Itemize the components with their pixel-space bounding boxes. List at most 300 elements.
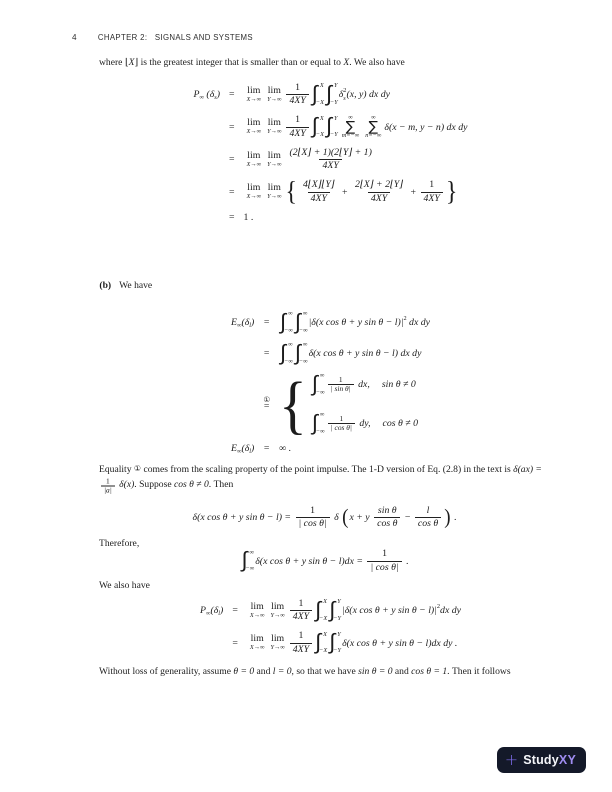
math-mi: X (343, 57, 350, 68)
math-mr: ⌋ is the greatest integer that is smaller than or equal to (134, 57, 344, 68)
math-limsub: X→∞ (249, 611, 265, 619)
logo-text (523, 751, 576, 769)
math-mi: 4XY (289, 127, 306, 139)
math-mi: δ(x cos θ + y sin θ − l)dx = (255, 555, 366, 567)
math-mi: P (199, 605, 206, 617)
math-fden (308, 192, 330, 205)
math-fnum (336, 376, 346, 385)
math-fnum (375, 505, 400, 517)
math-mi: 4XY (370, 192, 388, 204)
math-mi: 4XY (292, 611, 310, 623)
math-msb: ∞ (205, 610, 211, 618)
math-sg: ∑ (345, 119, 356, 136)
math-ig: ∫ (329, 630, 336, 656)
math-mr: . (403, 555, 409, 567)
math-fden (328, 384, 354, 394)
math-cr (279, 443, 430, 454)
math-crow2 (311, 373, 418, 397)
math-isub: −∞ (315, 389, 325, 397)
math-msbw (231, 443, 241, 454)
math-mi: E (230, 317, 237, 329)
math-mlim (267, 118, 281, 136)
math-ilims (298, 310, 308, 335)
math-mi: δ (338, 89, 344, 101)
math-isub: −∞ (284, 327, 293, 335)
math-isub: −X (319, 647, 328, 655)
math-fden (368, 192, 390, 205)
math-mr: and (254, 665, 273, 677)
equation-align-grid (231, 311, 430, 454)
math-mi: (x, y) dx dy (346, 89, 390, 101)
math-mr: Without loss of generality, assume (99, 665, 234, 677)
math-mi: 4XY (292, 643, 310, 655)
math-cl (231, 443, 254, 454)
math-mr: 1 (298, 630, 304, 642)
math-mr: ∞ . (279, 442, 291, 454)
math-mi: dx dy (440, 605, 461, 617)
math-mbig: } (445, 177, 458, 208)
math-fnum (286, 147, 374, 159)
math-ig: ∫ (311, 371, 318, 397)
math-limtxt: lim (271, 600, 285, 612)
math-mi: cos θ ≠ 0 (382, 418, 419, 430)
math-fden (290, 643, 312, 656)
math-mr: 1 . (243, 211, 254, 223)
math-mi: δ (209, 89, 215, 101)
page-number: 4 (72, 33, 77, 42)
math-crel: = (232, 637, 238, 649)
math-msb: s (214, 94, 217, 102)
math-ilims (335, 599, 341, 622)
math-crel: = (228, 211, 235, 223)
math-limsub: X→∞ (246, 95, 262, 103)
math-mr: + (408, 186, 419, 198)
math-mi: | cos θ| (298, 518, 327, 530)
math-limsub: Y→∞ (270, 643, 285, 651)
math-mi: cos θ = 1 (411, 665, 448, 677)
math-fnum (103, 477, 113, 486)
math-mr: . (451, 512, 457, 524)
math-isup: Y (333, 114, 338, 122)
studyxy-logo-badge[interactable] (497, 747, 586, 773)
math-ig: ∫ (315, 597, 322, 623)
math-mr: 1 (106, 476, 110, 486)
math-mi: 4XY (289, 95, 306, 107)
math-isub: −∞ (315, 428, 325, 436)
math-sg: ∑ (368, 119, 379, 136)
math-mi: | cos θ| (370, 561, 399, 573)
math-isup: ∞ (302, 310, 308, 318)
math-mint (315, 631, 327, 655)
math-fden (328, 423, 355, 433)
math-mi: dx, (355, 379, 370, 391)
math-mi: E (230, 442, 237, 454)
math-mint (326, 83, 338, 107)
math-isup: X (319, 114, 324, 122)
math-mfrac (352, 179, 406, 204)
math-powsup: 2 (436, 603, 441, 611)
math-mr: 1 (295, 82, 301, 93)
math-ilims (335, 632, 341, 655)
math-ig: ∫ (315, 630, 322, 656)
math-mcrow (99, 505, 550, 530)
math-mfrac (296, 505, 330, 530)
math-ilims (321, 632, 327, 655)
math-mfrac (286, 82, 308, 107)
equation-align-grid (194, 82, 468, 223)
math-mr: 1 (298, 597, 304, 609)
math-isup: Y (333, 82, 338, 90)
math-powbase (342, 605, 437, 616)
math-fnum (379, 548, 390, 560)
math-cr (244, 82, 468, 107)
math-isup: ∞ (288, 310, 293, 318)
math-mlim (270, 602, 284, 620)
math-crel: = (228, 186, 235, 198)
math-mi: ) (251, 317, 255, 329)
math-cr (244, 147, 468, 172)
math-mr: comes from the scaling property of the point impulse. The 1-D version of Eq. (2.8) in the text is (141, 463, 514, 475)
math-mi: P (193, 89, 200, 101)
math-mlim (247, 183, 262, 201)
math-limsub: X→∞ (249, 643, 265, 651)
math-ig: ∫ (329, 597, 336, 623)
math-fden (286, 94, 308, 107)
math-mlim (247, 118, 262, 136)
math-ilims (286, 342, 293, 365)
math-sssup: 2 (343, 87, 347, 95)
math-mr: 1 (295, 114, 301, 126)
math-isub: −Y (333, 614, 342, 622)
math-isup: Y (337, 630, 341, 638)
math-mfrac (328, 376, 354, 394)
math-isup: X (323, 598, 328, 606)
math-mi: |δ(x cos θ + y sin θ − l)| (308, 317, 404, 329)
math-isup: ∞ (319, 372, 325, 380)
math-powsup: 2 (403, 315, 407, 323)
math-mceq (263, 396, 270, 412)
math-isub: −Y (333, 647, 342, 655)
math-mr: 1 (310, 504, 316, 516)
math-mpow (342, 605, 440, 616)
part-b-label: (b) (99, 279, 112, 291)
math-ilims (298, 341, 308, 366)
math-limsub: X→∞ (246, 128, 262, 136)
math-crel (263, 396, 270, 412)
math-isup: ∞ (302, 341, 308, 349)
math-mfrac (300, 179, 338, 204)
math-fden (319, 159, 341, 172)
math-crow2 (311, 412, 418, 436)
math-ssub: m=−∞ (341, 132, 360, 140)
math-mint (241, 549, 254, 573)
math-ig: ∫ (311, 114, 318, 140)
math-limsub: X→∞ (246, 193, 262, 201)
math-isub: −X (315, 98, 324, 106)
math-mlim (267, 86, 281, 104)
math-mi: δ (244, 317, 250, 329)
math-msum (365, 115, 381, 140)
math-isup: Y (337, 598, 341, 606)
math-msb: l (249, 447, 252, 455)
math-ilims (245, 548, 255, 573)
math-mr: . Then it follows (447, 665, 511, 677)
math-crel: = (228, 121, 235, 133)
math-cbrace: { (279, 367, 307, 441)
math-isup: X (323, 630, 328, 638)
math-mr: Equality (99, 463, 134, 475)
math-ig: ∫ (325, 114, 332, 140)
math-mi: | cos θ| (330, 423, 352, 433)
math-limtxt: lim (267, 84, 281, 96)
math-msbw (231, 317, 241, 328)
math-isup: ∞ (319, 411, 325, 419)
math-cr (247, 630, 461, 655)
math-fden (296, 517, 330, 530)
math-ilims (329, 82, 338, 106)
math-ig: ∫ (325, 81, 332, 107)
math-mlim (267, 183, 281, 201)
math-isub: −∞ (245, 565, 255, 573)
math-mfrac (286, 147, 374, 172)
equation-integral-result (99, 548, 550, 573)
math-ilims (329, 114, 338, 139)
math-mi: 4XY (310, 192, 327, 204)
math-isup: X (319, 82, 324, 90)
math-mbig: { (285, 177, 297, 208)
math-mi: δ(x cos θ + y sin θ − l) = (192, 512, 294, 524)
math-limsub: Y→∞ (270, 611, 285, 619)
math-mr: 1 (338, 374, 343, 384)
math-ig: ∫ (294, 340, 301, 366)
math-crel: = (228, 89, 235, 101)
math-mi: sin θ = 0 (358, 665, 393, 677)
paragraph-therefore: Therefore, (99, 538, 140, 550)
math-mi: δ(x cos θ + y sin θ − l) dx dy (308, 348, 422, 360)
math-mi: cos θ (417, 518, 439, 530)
math-mr: − (402, 512, 413, 524)
math-mr: where ⌊ (99, 57, 129, 68)
math-mfrac (328, 415, 355, 433)
math-mssw (339, 87, 347, 102)
math-msb: ∞ (236, 447, 242, 455)
math-mr: + (339, 186, 351, 198)
math-mr: , so that we have (291, 665, 359, 677)
math-msb: l (218, 610, 221, 618)
math-fnum (424, 505, 433, 517)
math-mint (312, 412, 325, 436)
math-mlim (250, 602, 265, 620)
math-mfrac (374, 505, 400, 530)
math-mi: 4⌊X⌋⌊Y⌋ (302, 179, 335, 191)
math-mi: δ (213, 605, 219, 617)
math-mi: δ(x cos θ + y sin θ − l)dx dy . (342, 637, 458, 649)
math-isub: −Y (329, 131, 338, 139)
math-mi: sin θ (377, 504, 397, 516)
equation-scaling-property (99, 505, 550, 530)
math-ilims (315, 411, 325, 436)
math-mint (312, 83, 324, 107)
equation-block-energy-line-impulse (99, 311, 550, 454)
math-fden (374, 517, 400, 530)
math-fden (101, 486, 115, 496)
math-mi: cos θ ≠ 0 (174, 479, 209, 491)
math-mr: . We also have (349, 57, 405, 68)
math-fden (290, 610, 312, 623)
math-fden (286, 127, 308, 140)
math-cr (244, 212, 468, 223)
math-mi: ) (251, 442, 255, 454)
math-mi: δ (244, 442, 250, 454)
math-fnum (296, 598, 307, 610)
math-sssub: s (343, 94, 346, 102)
math-fnum (296, 630, 307, 642)
math-powbase (308, 315, 407, 329)
math-isup: ∞ (288, 341, 293, 349)
math-mi: δ(x) (116, 479, 135, 491)
math-mi: cos θ (377, 518, 398, 530)
math-mi: 2⌊X⌋ + 2⌊Y⌋ (355, 179, 404, 191)
math-fden (367, 561, 401, 574)
math-ceqeq: = (263, 401, 270, 413)
math-mi: δ (331, 512, 342, 524)
math-mi: |δ(x cos θ + y sin θ − l)| (342, 605, 437, 617)
paragraph-we-also-have: We also have (99, 579, 150, 591)
math-mint (280, 342, 293, 366)
math-fnum (336, 415, 346, 424)
math-cr (279, 342, 430, 366)
math-ig: ∫ (280, 309, 287, 335)
math-mi: 4XY (423, 192, 440, 204)
math-mint (280, 311, 293, 335)
math-ilims (315, 114, 324, 139)
math-ig: ∫ (294, 309, 301, 335)
part-b-line (85, 269, 550, 302)
equation-block-power-line-impulse (99, 598, 550, 656)
math-mfrac (290, 630, 312, 655)
math-isub: −X (315, 131, 324, 139)
math-mi: ( (203, 89, 210, 101)
math-limtxt: lim (247, 149, 261, 161)
math-fnum (292, 114, 303, 126)
math-limsub: Y→∞ (267, 193, 282, 201)
math-fden (415, 517, 441, 530)
math-mfrac (421, 179, 443, 204)
paragraph-without-loss-of-generality (99, 665, 550, 678)
math-mint (326, 115, 338, 139)
math-ilims (321, 599, 327, 622)
plus-icon: + (504, 749, 519, 769)
math-mcrow (99, 548, 550, 573)
math-limsub: X→∞ (246, 160, 262, 168)
math-crel: = (263, 442, 270, 454)
math-msb: l (249, 322, 252, 330)
math-fnum (426, 179, 437, 191)
math-mr: 1 (429, 179, 435, 191)
math-ig: ∫ (311, 81, 318, 107)
math-mi: dy, (356, 418, 371, 430)
math-cl (194, 89, 220, 100)
math-mint (315, 599, 327, 623)
math-limtxt: lim (250, 633, 264, 645)
math-ssub: n=−∞ (365, 132, 382, 140)
math-limtxt: lim (267, 149, 281, 161)
math-mi: δ(ax) = (513, 463, 545, 475)
math-ig: ∫ (241, 548, 248, 574)
math-mi: x + y (349, 512, 373, 524)
math-mr: 1 (339, 413, 344, 423)
math-crel: = (232, 605, 238, 617)
math-ig: ∫ (280, 340, 287, 366)
math-isub: −∞ (298, 358, 308, 366)
math-limsub: Y→∞ (267, 128, 282, 136)
math-crel: = (263, 317, 270, 329)
math-limtxt: lim (267, 117, 281, 129)
math-msb: ∞ (199, 94, 204, 102)
math-msbw (200, 605, 210, 616)
math-mcases (279, 367, 419, 441)
math-ig: ∫ (311, 410, 318, 436)
math-ssup: ∞ (371, 113, 376, 121)
math-mlim (250, 634, 265, 652)
math-fnum (300, 179, 338, 191)
math-limsub: Y→∞ (267, 160, 282, 168)
math-limsub: Y→∞ (267, 95, 282, 103)
math-mint (312, 373, 325, 397)
math-mc: ① (133, 464, 142, 474)
math-mlim (247, 86, 262, 104)
math-mi: (2⌊X⌋ + 1)(2⌊Y⌋ + 1) (289, 146, 372, 158)
math-mfrac (290, 598, 312, 623)
math-cr (279, 311, 430, 335)
math-fnum (292, 82, 303, 94)
math-mi: ) (220, 605, 224, 617)
math-cr (279, 367, 430, 441)
math-fden (421, 192, 443, 205)
math-mi: ( (241, 317, 245, 329)
math-mi: δ(x − m, y − n) dx dy (384, 121, 468, 133)
math-mfrac (367, 548, 401, 573)
math-fnum (352, 179, 406, 191)
paragraph-intro (99, 56, 550, 69)
logo-text-accent: XY (558, 753, 576, 767)
math-cl (200, 605, 223, 616)
math-mbig: ) (444, 506, 451, 530)
equation-block-power-sampling-impulse (99, 82, 550, 223)
math-mi: | sin θ| (330, 384, 351, 394)
math-limtxt: lim (247, 117, 261, 129)
math-isub: −∞ (284, 358, 293, 366)
math-mlim (247, 151, 262, 169)
math-ilims (315, 82, 324, 106)
math-mlim (267, 151, 281, 169)
math-mr: . Suppose (134, 479, 174, 491)
math-isup: ∞ (249, 548, 254, 556)
math-mfrac (101, 477, 115, 495)
math-mlim (270, 634, 284, 652)
math-mi: dx dy (406, 317, 430, 329)
math-limtxt: lim (271, 633, 285, 645)
math-limtxt: lim (267, 182, 281, 194)
math-crel: = (263, 348, 270, 360)
math-limtxt: lim (247, 84, 261, 96)
math-mr: 1 (382, 548, 387, 560)
math-mi: X (128, 57, 135, 68)
math-mi: ( (210, 605, 214, 617)
math-msbw (194, 89, 204, 100)
math-msum (342, 115, 360, 140)
math-cl (231, 317, 254, 328)
